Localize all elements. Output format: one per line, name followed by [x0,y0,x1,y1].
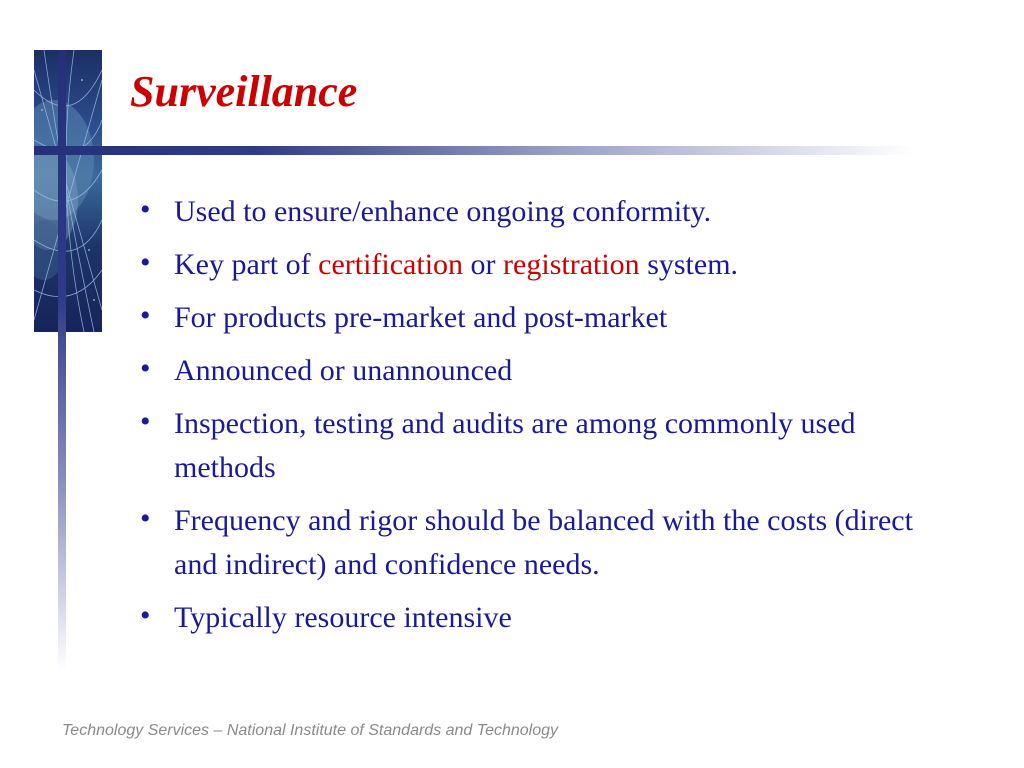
bullet-text: For products pre-market and post-market [174,301,668,334]
horizontal-rule [34,146,914,155]
bullet-icon: • [140,405,151,438]
bullet-icon: • [140,502,151,535]
list-item [140,596,920,640]
list-item [140,296,920,340]
bullet-text: Typically resource intensive [174,601,512,634]
bullet-icon: • [140,599,151,632]
bullet-icon: • [140,246,151,279]
bullet-icon: • [140,299,151,332]
list-item [140,499,920,587]
bullet-text-part: or [463,248,504,281]
bullet-text: Frequency and rigor should be balanced with the costs (direct and indirect) and confidence needs. [174,504,913,581]
list-item [140,190,920,234]
highlight-certification: certification [318,248,464,281]
list-item [140,349,920,393]
list-item [140,402,920,490]
bullet-text-part: Key part of [174,248,319,281]
bullet-text: Announced or unannounced [174,354,513,387]
bullet-text-part: system. [639,248,739,281]
bullet-icon: • [140,193,151,226]
bullet-text: Used to ensure/enhance ongoing conformity. [174,195,712,228]
list-item [140,243,920,287]
globe-network-icon [34,50,102,332]
vertical-rule [58,50,66,670]
slide-title: Surveillance [130,67,358,116]
bullet-icon: • [140,352,151,385]
bullet-list [140,190,920,649]
footer-text: Technology Services – National Institute of Standards and Technology [62,722,559,739]
bullet-text: Inspection, testing and audits are among commonly used methods [174,407,856,484]
highlight-registration: registration [503,248,640,281]
